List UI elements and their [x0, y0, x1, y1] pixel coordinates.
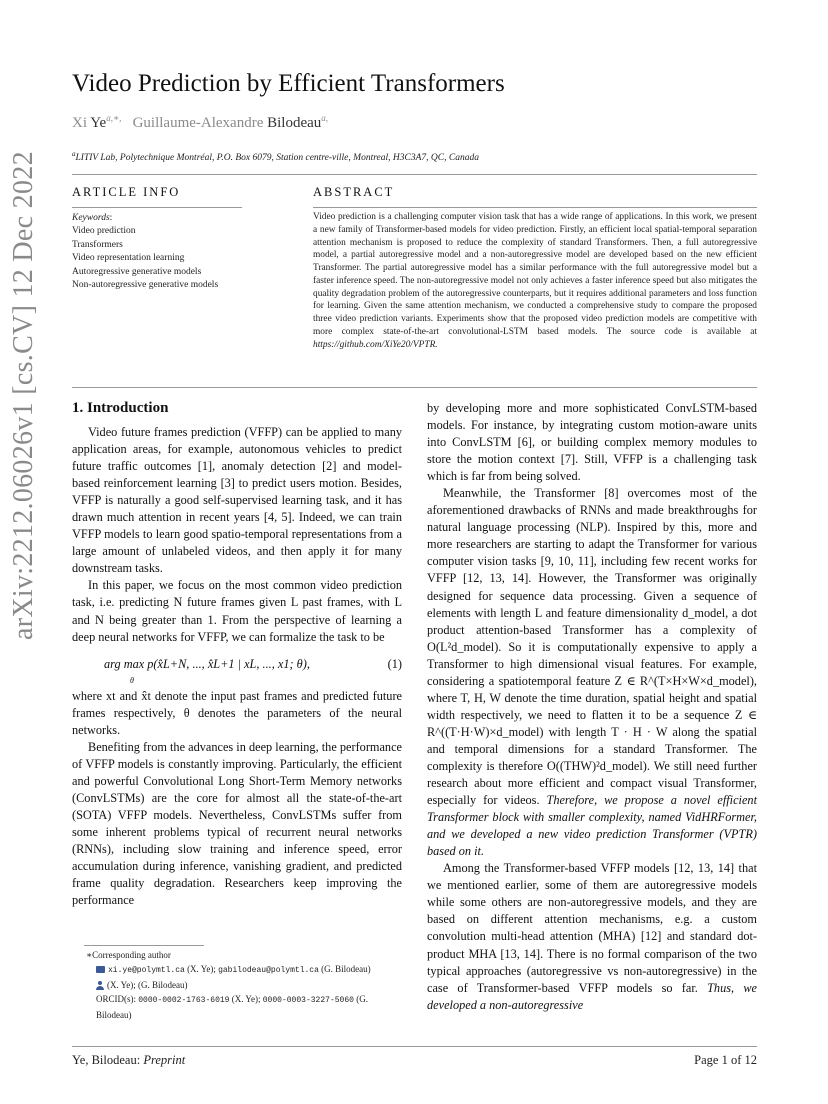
article-info-heading: ARTICLE INFO	[72, 185, 181, 199]
corresponding-author-note: ∗Corresponding author	[86, 950, 171, 960]
email-link[interactable]: xi.ye@polymtl.ca	[108, 966, 185, 975]
footnotes	[72, 948, 402, 1022]
orcid-line: ORCID(s): 0000-0002-1763-6019 (X. Ye); 0000-0003-3227-5060 (G. Bilodeau)	[96, 994, 368, 1020]
section-heading: 1. Introduction	[72, 400, 169, 416]
footnote-rule	[84, 945, 204, 946]
abstract-text: Video prediction is a challenging computer vision task that has a wide range of applications. In this work, we present a new family of Transformer-based models for video prediction. Firstly, an efficient local spatial-temporal separation attention mechanism is proposed to reduce the complexity of standard Transformers. Then, a full autoregressive model, a partial autoregressive model and a non-autoregressive model are developed based on the new efficient Transformer. The partial autoregressive model has a similar performance with the full autoregressive model but a faster inference speed. The non-autoregressive model not only achieves a faster inference speed but also mitigates the quality degradation problem of the autoregressive counterparts, but it requires additional parameters and loss function for learning. Given the same attention mechanism, we conducted a comprehensive study to compare the proposed three video prediction variants. Experiments show that the proposed video prediction models are competitive with more complex state-of-the-art convolutional-LSTM based models. The source code is available at https://github.com/XiYe20/VPTR.	[313, 212, 757, 350]
page-number: Page 1 of 12	[694, 1053, 757, 1067]
author-2: Guillaume-Alexandre Bilodeau$^{a,}$	[132, 113, 329, 131]
arxiv-identifier: arXiv:2212.06026v1 [cs.CV] 12 Dec 2022	[8, 151, 39, 640]
author-1: Xi $Ye^{a,∗,}$	[72, 113, 122, 131]
keywords-block: Keywords: Video prediction Transformers Video representation learning Autoregressive generative models Non-autoregressive generative models	[72, 212, 218, 292]
keywords-label: Keywords	[72, 213, 110, 223]
web-line: (X. Ye); (G. Bilodeau)	[72, 978, 402, 992]
abstract-heading: ABSTRACT	[313, 185, 395, 199]
divider	[313, 207, 757, 208]
author-list	[72, 113, 328, 132]
paragraph: by developing more and more sophisticated ConvLSTM-based models. For instance, by integrating custom motion-aware units into ConvLSTM [6], or building complex memory modules to store the motion context [7]. Still, VFFP is a challenging task which is far from being solved.	[427, 401, 757, 484]
equation-number: (1)	[387, 656, 402, 671]
orcid-link[interactable]: 0000-0002-1763-6019	[138, 996, 230, 1005]
divider	[72, 174, 757, 175]
paragraph: In this paper, we focus on the most common video prediction task, i.e. predicting N future frames given L past frames, with L and N being greater than 1. From the perspective of learning a deep neural networks for VFFP, we can formalize the task to be	[72, 578, 402, 644]
paper-title: Video Prediction by Efficient Transformers	[72, 70, 505, 97]
keyword-item: Video prediction	[72, 226, 136, 237]
keyword-item: Transformers	[72, 239, 123, 250]
equation-body: arg max p(x̂L+N, ..., x̂L+1 | xL, ..., x1; θ),	[104, 656, 310, 671]
keyword-item: Autoregressive generative models	[72, 266, 202, 277]
email-link[interactable]: gabilodeau@polymtl.ca	[218, 966, 319, 975]
equation-subscript: θ	[130, 675, 134, 685]
paragraph: Meanwhile, the Transformer [8] overcomes most of the aforementioned drawbacks of RNNs and made breakthroughs for natural language processing (NLP). Inspired by this, more and more researchers are starting to adapt the Transformer for various computer vision tasks [9, 10, 11], including few recent works for VFFP [12, 13, 14]. However, the Transformer was originally designed for sequence data processing. Given a sequence of elements with length L and feature dimensionality d_model, a dot product attention-based Transformer has a complexity of O(L²d_model). So it is computationally expensive to apply a Transformer to high dimensional visual features. For example, considering a spatiotemporal feature Z ∈ R^(T×H×W×d_model), where T, H, W denote the time duration, spatial height and spatial width respectively, we need to flatten it to be a sequence Z ∈ R^((T·H·W)×d_model) with length T · H · W along the spatial and temporal dimensions for a standard Transformer. The complexity is therefore O((THW)²d_model). We still need further research about more efficient and compact visual Transformer, especially for videos. Therefore, we propose a novel efficient Transformer block with smaller complexity, named VidHRFormer, and we developed a new video prediction Transformer (VPTR) based on it.	[427, 486, 757, 859]
divider	[72, 207, 242, 208]
divider	[72, 387, 757, 388]
right-column	[427, 400, 757, 1014]
equation-1	[72, 650, 402, 684]
source-code-link[interactable]: https://github.com/XiYe20/VPTR.	[313, 339, 438, 350]
keyword-item: Video representation learning	[72, 253, 185, 264]
orcid-link[interactable]: 0000-0003-3227-5060	[262, 996, 354, 1005]
running-footer: Ye, Bilodeau: Preprint	[72, 1053, 186, 1067]
email-line: xi.ye@polymtl.ca (X. Ye); gabilodeau@polymtl.ca (G. Bilodeau)	[72, 962, 402, 978]
footer-rule	[72, 1046, 757, 1047]
user-icon	[96, 981, 104, 990]
paragraph: Benefiting from the advances in deep learning, the performance of VFFP models is constantly improving. Particularly, the efficient and powerful Convolutional Long Short-Term Memory networks (ConvLSTMs) are the core for almost all the state-of-the-art (SOTA) VFFP models. Nevertheless, ConvLSTMs suffer from some inherent problems typical of recurrent neural networks (RNNs), including slow training and inference speed, error accumulation during inference, vanishing gradient, and predicted frame quality degradation. Researchers keep improving the performance	[72, 739, 402, 908]
paragraph: Video future frames prediction (VFFP) can be applied to many application areas, for example, autonomous vehicles to predict future traffic outcomes [1], anomaly detection [2] and model-based reinforcement learning [3] to predict users motion. Besides, VFFP is naturally a good self-supervised learning task, and it has drawn much attention in recent years [4, 5]. Indeed, we can train VFFP models to learn good spatio-temporal representations from a large amount of unlabeled videos, and then apply it for many downstream tasks.	[72, 425, 402, 576]
keyword-item: Non-autoregressive generative models	[72, 280, 219, 291]
mail-icon	[96, 966, 105, 973]
left-column	[72, 424, 402, 909]
affiliation: $^a$LITIV Lab, Polytechnique Montréal, P.O. Box 6079, Station centre-ville, Montreal, H3C3A7, QC, Canada	[72, 150, 479, 164]
paragraph: where xt and x̂t denote the input past frames and predicted future frames respectively, θ denotes the parameters of the neural networks.	[72, 688, 402, 737]
paragraph: Among the Transformer-based VFFP models [12, 13, 14] that we mentioned earlier, some of them are autoregressive models while some others are non-autoregressive models, and they are based on different attention mechanisms, e.g. a custom convolution multi-head attention (MHA) [12] and standard dot-product MHA [13, 14]. There is no formal comparison of the two typical approaches (autoregressive vs non-autoregressive) in the case of Transformer-based VFFP models so far. Thus, we developed a non-autoregressive	[427, 861, 757, 1012]
